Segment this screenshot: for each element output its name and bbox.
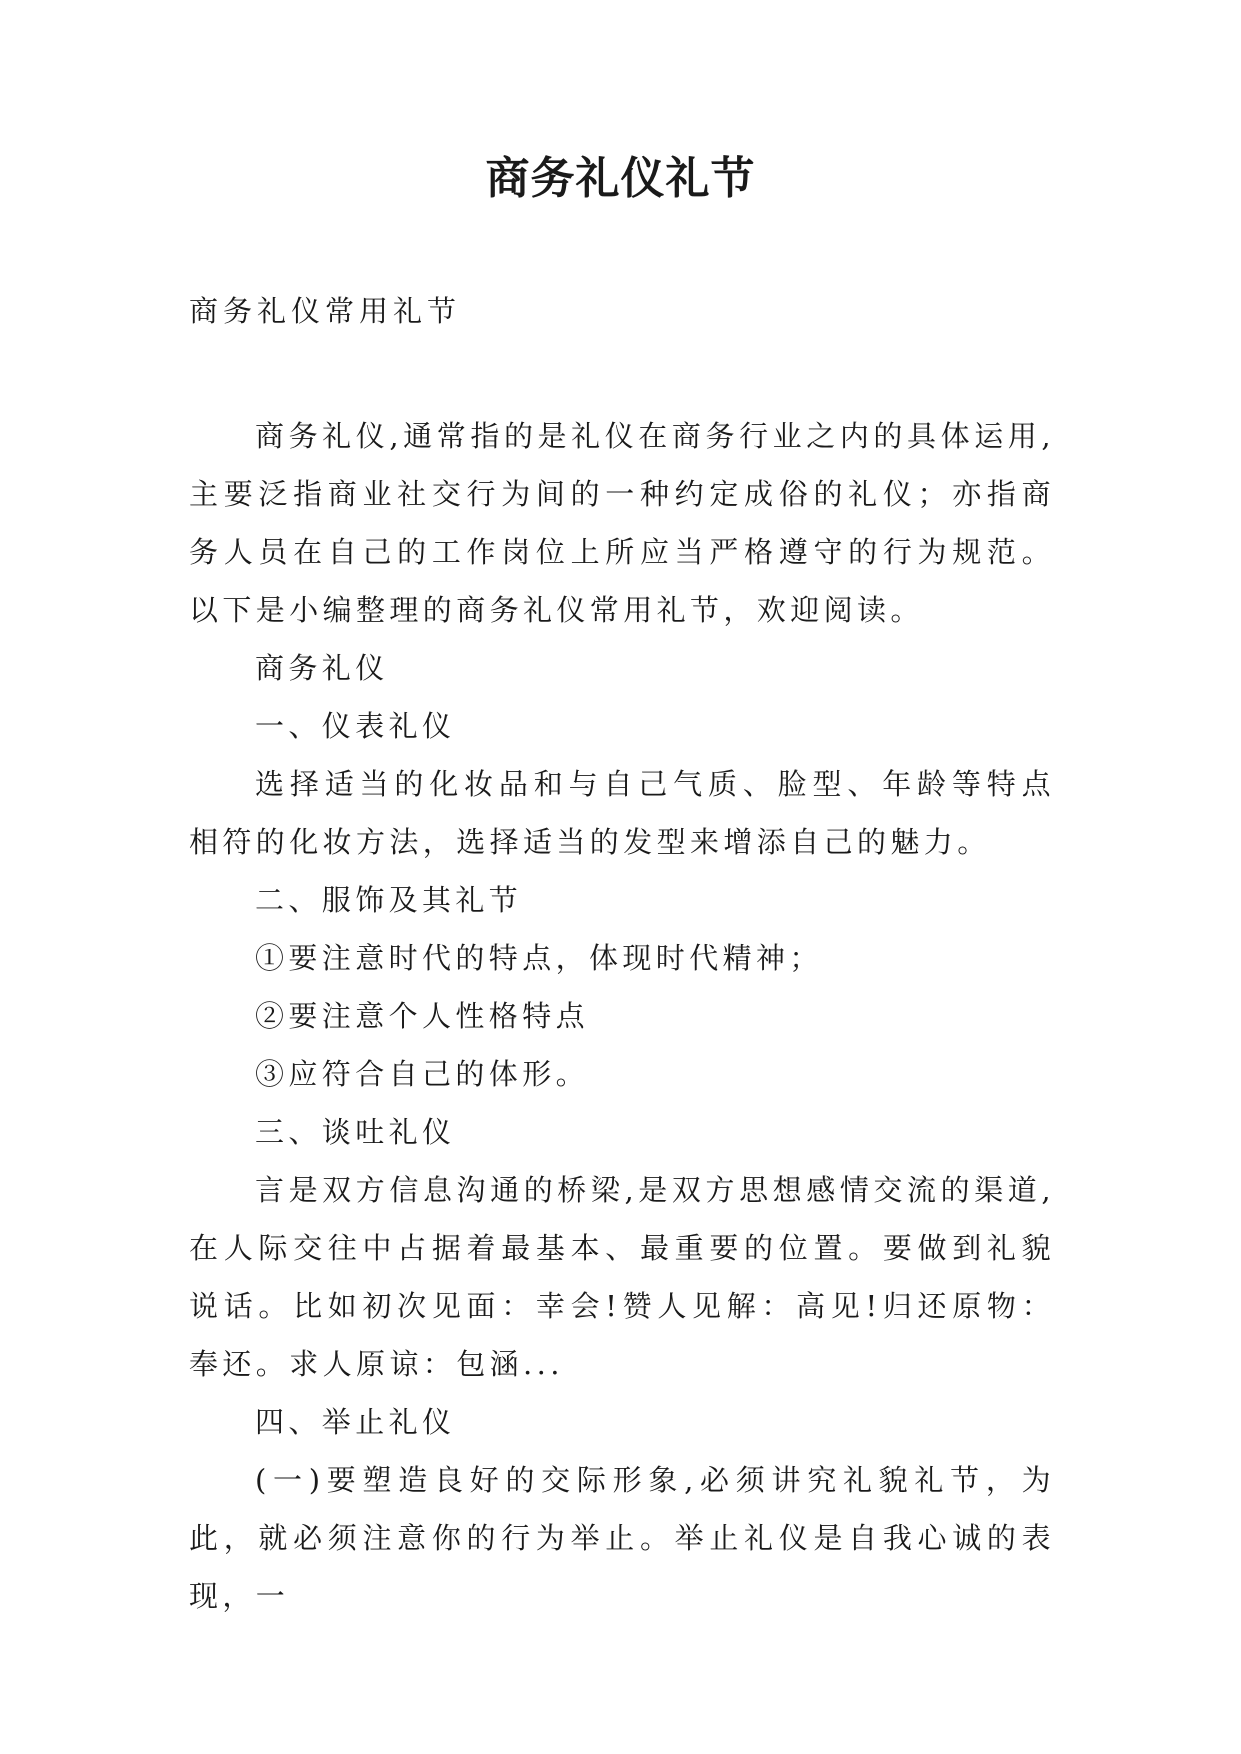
intro-paragraph: 商务礼仪,通常指的是礼仪在商务行业之内的具体运用,主要泛指商业社交行为间的一种约定成俗的礼仪；亦指商务人员在自己的工作岗位上所应当严格遵守的行为规范。以下是小编整理的商务礼仪常用礼节，欢迎阅读。	[189, 419, 1055, 627]
document-body	[189, 407, 1055, 1625]
behavior-paragraph: (一)要塑造良好的交际形象,必须讲究礼貌礼节，为此，就必须注意你的行为举止。举止礼仪是自我心诚的表现，一	[189, 1463, 1055, 1613]
section-heading-business-etiquette: 商务礼仪	[255, 651, 389, 685]
clothing-item-3: ③应符合自己的体形。	[255, 1057, 590, 1091]
document-subtitle: 商务礼仪常用礼节	[189, 294, 462, 328]
speech-paragraph: 言是双方信息沟通的桥梁,是双方思想感情交流的渠道,在人际交往中占据着最基本、最重要的位置。要做到礼貌说话。比如初次见面：幸会!赞人见解：高见!归还原物：奉还。求人原谅：包涵...	[189, 1173, 1055, 1381]
section-heading-clothing: 二、服饰及其礼节	[255, 883, 523, 917]
document-title: 商务礼仪礼节	[485, 153, 756, 204]
section-heading-appearance: 一、仪表礼仪	[255, 709, 456, 743]
clothing-item-2: ②要注意个人性格特点	[255, 999, 590, 1033]
section-heading-speech: 三、谈吐礼仪	[255, 1115, 456, 1149]
appearance-paragraph: 选择适当的化妆品和与自己气质、脸型、年龄等特点相符的化妆方法，选择适当的发型来增添自己的魅力。	[189, 767, 1055, 859]
clothing-item-1: ①要注意时代的特点，体现时代精神；	[255, 941, 823, 975]
section-heading-behavior: 四、举止礼仪	[255, 1405, 456, 1439]
